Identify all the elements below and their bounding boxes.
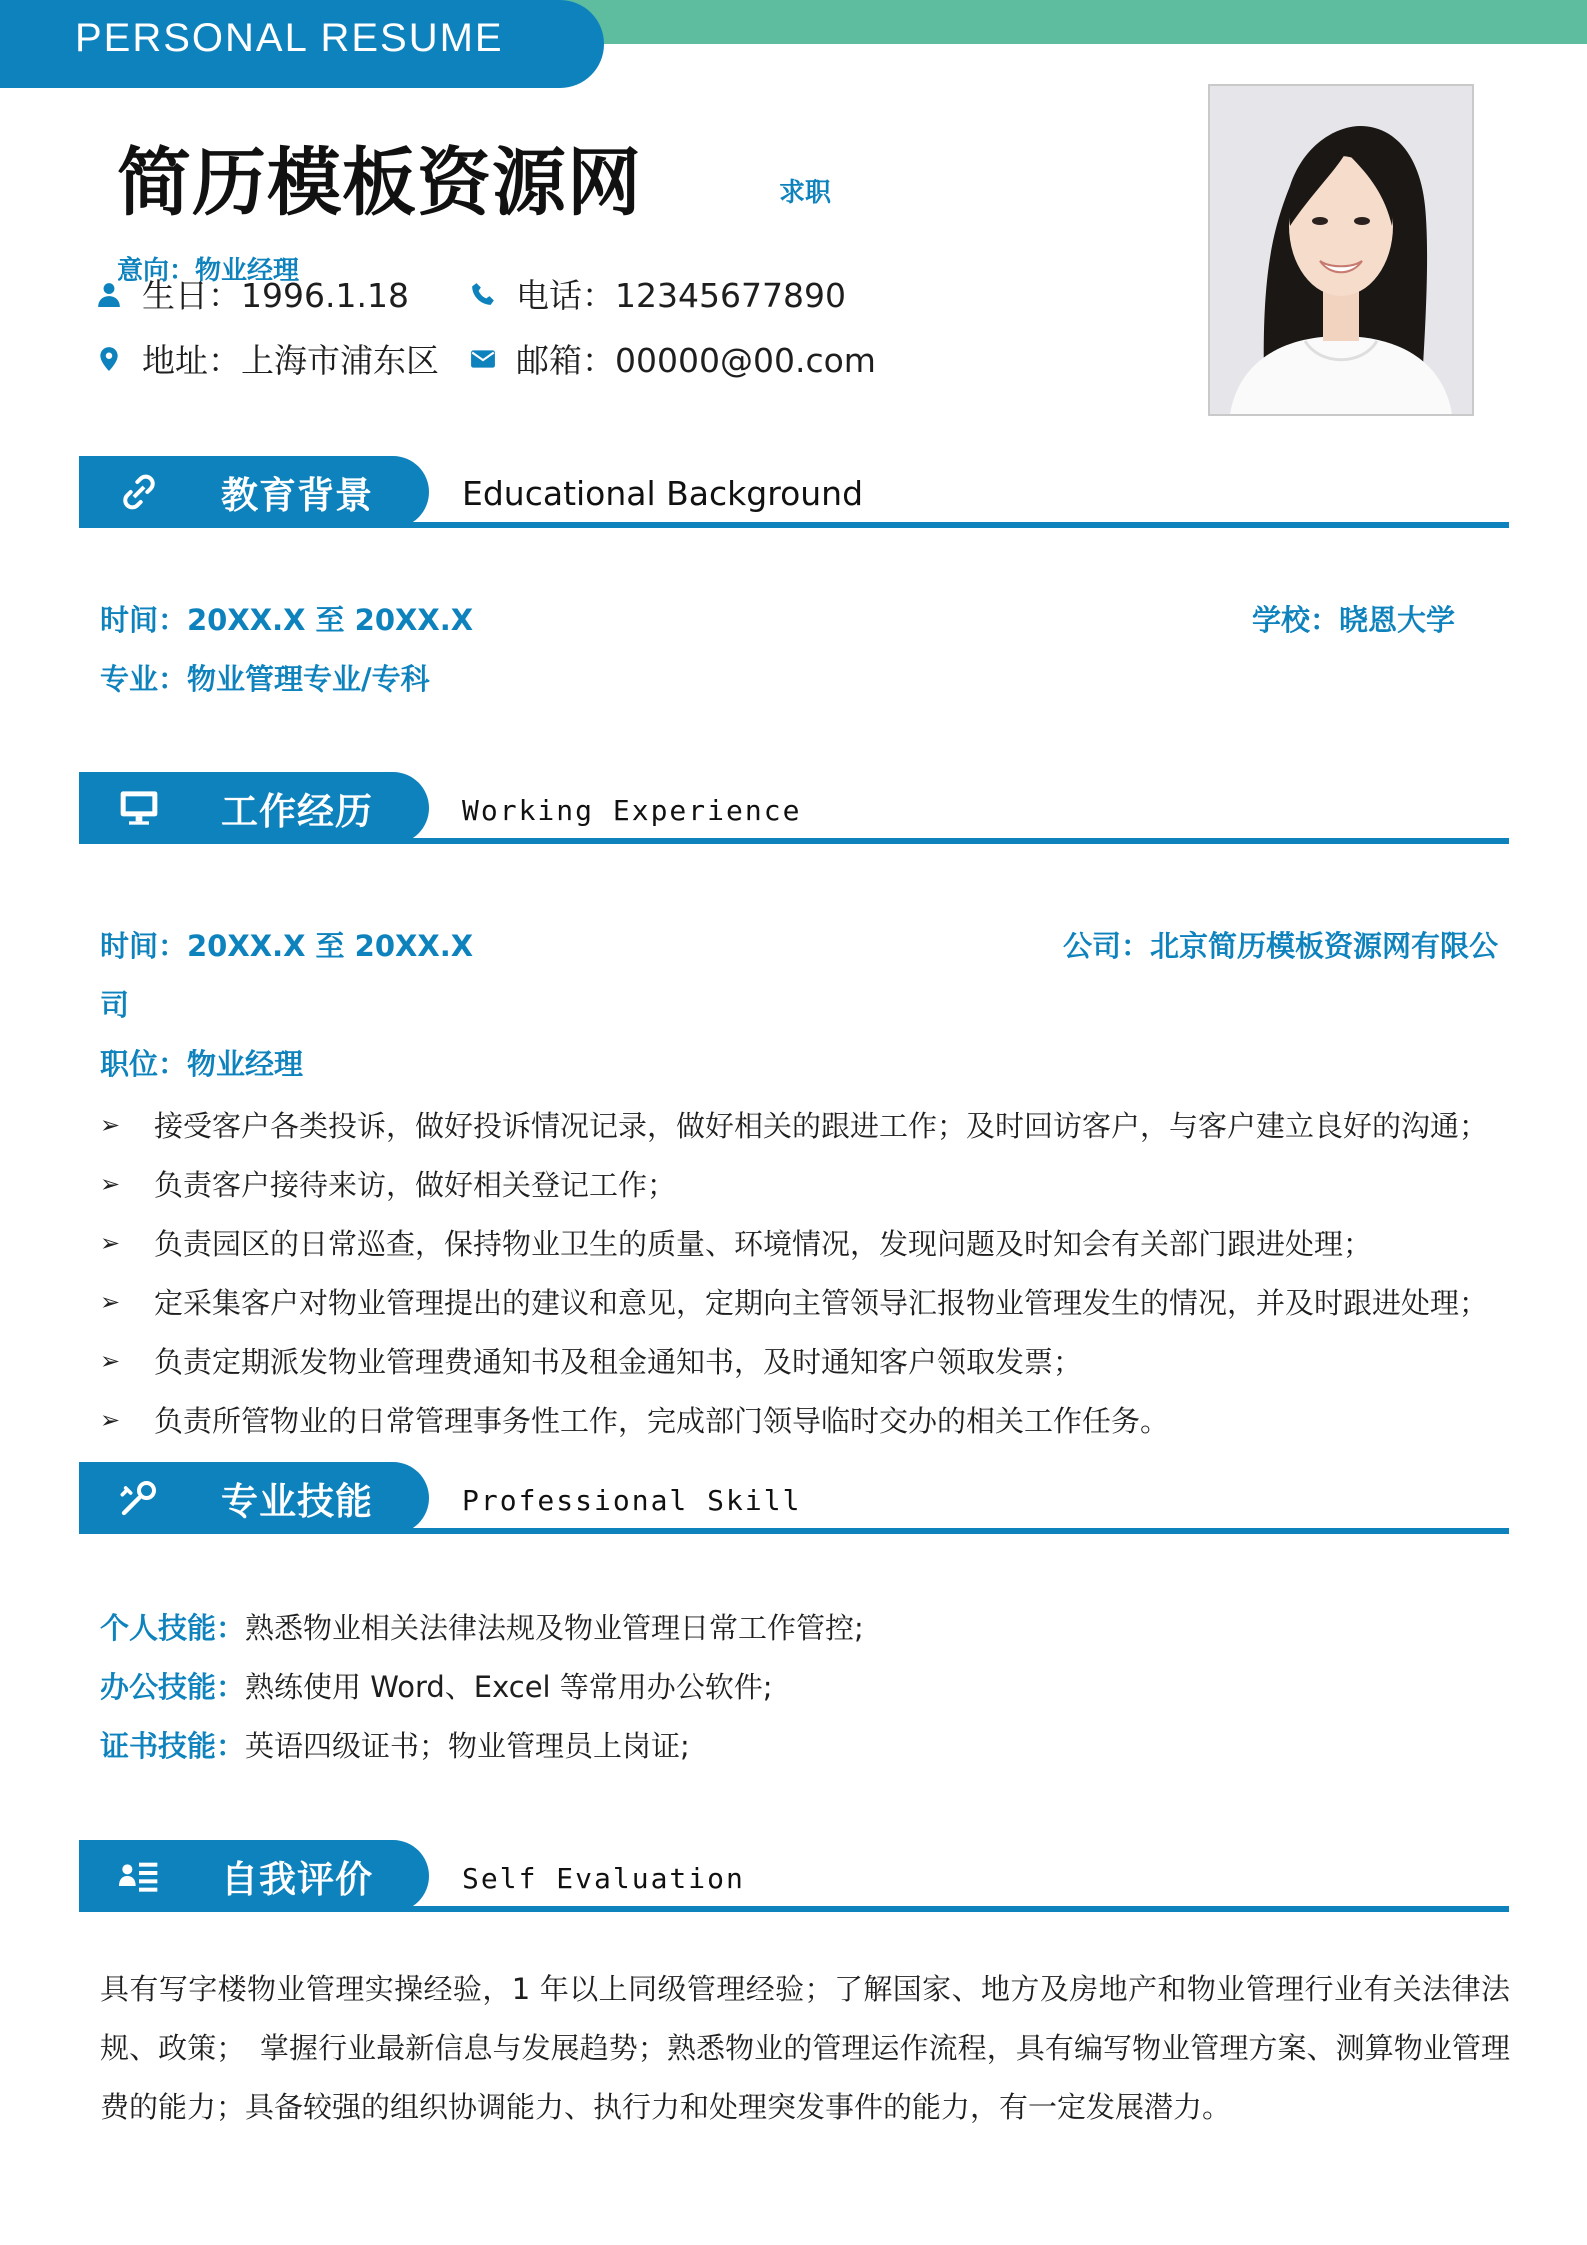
list-item: ➢ 负责定期派发物业管理费通知书及租金通知书，及时通知客户领取发票； <box>100 1345 1083 1379</box>
self-eval-text: 具有写字楼物业管理实操经验，1 年以上同级管理经验；了解国家、地方及房地产和物业管理行业有关法律法规、政策； 掌握行业最新信息与发展趋势；熟悉物业的管理运作流程，具有编写物业管理方案、测算物业管理费的能力；具备较强的组织协调能力、执行力和处理突发事件的能力，有一定发展潜力。 <box>100 1972 1510 2124</box>
link-icon <box>119 472 159 512</box>
list-item: ➢ 负责园区的日常巡查，保持物业卫生的质量、环境情况，发现问题及时知会有关部门跟进处理； <box>100 1227 1373 1261</box>
education-header <box>79 456 429 528</box>
profile-list-icon <box>119 1856 159 1896</box>
education-time: 时间：20XX.X 至 20XX.X <box>100 603 474 637</box>
profile-photo <box>1208 84 1474 416</box>
duty-list <box>100 1095 1488 1449</box>
education-title-en: Educational Background <box>462 474 864 513</box>
skills-title-en: Professional Skill <box>462 1484 802 1517</box>
email-text: 邮箱：00000@00.com <box>516 341 876 380</box>
education-title: 教育背景 <box>221 474 373 517</box>
list-item: ➢ 负责客户接待来访，做好相关登记工作； <box>100 1168 677 1202</box>
banner-title: PERSONAL RESUME <box>75 16 504 60</box>
self-eval-title: 自我评价 <box>221 1858 373 1901</box>
job-intent-value: 意向：物业经理 <box>117 256 300 286</box>
job-intent-label: 求职 <box>779 178 832 208</box>
header-banner <box>0 0 604 88</box>
work-company-wrap: 司 <box>100 988 130 1022</box>
skills-title: 专业技能 <box>221 1480 373 1523</box>
education-major: 专业：物业管理专业/专科 <box>100 662 430 696</box>
location-pin-icon <box>96 346 122 372</box>
list-item: ➢ 接受客户各类投诉，做好投诉情况记录，做好相关的跟进工作；及时回访客户，与客户建立良好的沟通； <box>100 1109 1489 1143</box>
phone-text: 电话：12345677890 <box>516 276 846 315</box>
person-icon <box>96 281 122 307</box>
bullet-arrow-icon: ➢ <box>100 1228 121 1257</box>
work-header <box>79 772 429 844</box>
candidate-name: 简历模板资源网 <box>117 140 642 226</box>
self-eval-title-en: Self Evaluation <box>462 1862 745 1895</box>
phone-info <box>470 270 846 317</box>
work-title: 工作经历 <box>221 790 373 833</box>
address-info <box>96 335 439 382</box>
work-company: 公司：北京简历模板资源网有限公 <box>1063 929 1499 963</box>
skill-office: 办公技能：熟练使用 Word、Excel 等常用办公软件; <box>100 1670 773 1704</box>
bullet-arrow-icon: ➢ <box>100 1405 121 1434</box>
list-item: ➢ 定采集客户对物业管理提出的建议和意见，定期向主管领导汇报物业管理发生的情况，并及时跟进处理； <box>100 1286 1489 1320</box>
address-text: 地址：上海市浦东区 <box>142 341 439 380</box>
list-item: ➢ 负责所管物业的日常管理事务性工作，完成部门领导临时交办的相关工作任务。 <box>100 1404 1170 1438</box>
phone-icon <box>470 281 496 307</box>
work-position: 职位：物业经理 <box>100 1047 304 1081</box>
tools-icon <box>119 1478 159 1518</box>
bullet-arrow-icon: ➢ <box>100 1169 121 1198</box>
mail-icon <box>470 346 496 372</box>
bullet-arrow-icon: ➢ <box>100 1287 121 1316</box>
skill-certificate: 证书技能：英语四级证书；物业管理员上岗证; <box>100 1729 690 1763</box>
bullet-arrow-icon: ➢ <box>100 1110 121 1139</box>
header-accent-bar <box>560 0 1587 44</box>
monitor-icon <box>119 788 159 828</box>
work-title-en: Working Experience <box>462 794 802 827</box>
skill-personal: 个人技能：熟悉物业相关法律法规及物业管理日常工作管控; <box>100 1611 864 1645</box>
skills-header <box>79 1462 429 1534</box>
bullet-arrow-icon: ➢ <box>100 1346 121 1375</box>
self-eval-header <box>79 1840 429 1912</box>
birth-text: 生日：1996.1.18 <box>142 276 409 315</box>
work-time: 时间：20XX.X 至 20XX.X <box>100 929 474 963</box>
email-info <box>470 335 876 382</box>
education-school: 学校：晓恩大学 <box>1252 603 1456 637</box>
birth-info <box>96 270 409 317</box>
